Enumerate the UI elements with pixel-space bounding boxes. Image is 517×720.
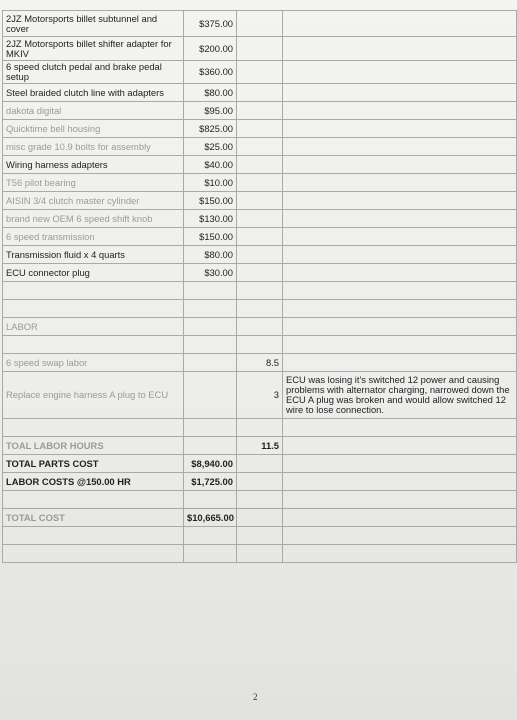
hours-cell <box>237 37 283 61</box>
description-cell: TOTAL COST <box>3 509 184 527</box>
hours-cell <box>237 491 283 509</box>
description-cell: misc grade 10.9 bolts for assembly <box>3 138 184 156</box>
notes-cell <box>283 61 517 84</box>
cost-cell <box>184 318 237 336</box>
table-row <box>3 210 517 228</box>
cost-cell: $80.00 <box>184 84 237 102</box>
cost-cell: $30.00 <box>184 264 237 282</box>
hours-cell: 11.5 <box>237 437 283 455</box>
table-row <box>3 11 517 37</box>
hours-cell <box>237 156 283 174</box>
notes-cell <box>283 264 517 282</box>
description-cell: LABOR COSTS @150.00 HR <box>3 473 184 491</box>
hours-cell <box>237 192 283 210</box>
description-cell: brand new OEM 6 speed shift knob <box>3 210 184 228</box>
cost-cell: $10,665.00 <box>184 509 237 527</box>
table-row <box>3 545 517 563</box>
hours-cell <box>237 246 283 264</box>
description-cell: 6 speed swap labor <box>3 354 184 372</box>
notes-cell <box>283 228 517 246</box>
cost-cell <box>184 545 237 563</box>
table-row <box>3 84 517 102</box>
document-sheet <box>0 10 517 720</box>
description-cell: dakota digital <box>3 102 184 120</box>
description-cell: ECU connector plug <box>3 264 184 282</box>
description-cell <box>3 282 184 300</box>
notes-cell <box>283 246 517 264</box>
notes-cell <box>283 102 517 120</box>
table-row <box>3 174 517 192</box>
hours-cell <box>237 419 283 437</box>
cost-cell: $825.00 <box>184 120 237 138</box>
table-row <box>3 102 517 120</box>
cost-cell <box>184 527 237 545</box>
description-cell <box>3 491 184 509</box>
cost-cell <box>184 491 237 509</box>
notes-cell <box>283 120 517 138</box>
notes-cell <box>283 318 517 336</box>
description-cell <box>3 419 184 437</box>
hours-cell <box>237 336 283 354</box>
cost-cell: $1,725.00 <box>184 473 237 491</box>
cost-cell: $375.00 <box>184 11 237 37</box>
notes-cell <box>283 300 517 318</box>
hours-cell <box>237 473 283 491</box>
table-row <box>3 37 517 61</box>
cost-cell: $10.00 <box>184 174 237 192</box>
cost-cell: $150.00 <box>184 192 237 210</box>
notes-cell <box>283 437 517 455</box>
description-cell <box>3 527 184 545</box>
description-cell <box>3 336 184 354</box>
page-number: 2 <box>253 692 258 702</box>
table-row <box>3 372 517 419</box>
hours-cell <box>237 84 283 102</box>
hours-cell <box>237 210 283 228</box>
table-row <box>3 455 517 473</box>
table-row <box>3 246 517 264</box>
table-row <box>3 509 517 527</box>
table-row <box>3 491 517 509</box>
notes-cell <box>283 156 517 174</box>
notes-cell <box>283 11 517 37</box>
cost-cell <box>184 437 237 455</box>
cost-cell: $130.00 <box>184 210 237 228</box>
cost-cell <box>184 419 237 437</box>
description-cell: Transmission fluid x 4 quarts <box>3 246 184 264</box>
table-row <box>3 282 517 300</box>
hours-cell <box>237 11 283 37</box>
expense-table <box>2 10 517 563</box>
table-row <box>3 527 517 545</box>
hours-cell <box>237 455 283 473</box>
table-row <box>3 419 517 437</box>
notes-cell <box>283 545 517 563</box>
cost-cell: $150.00 <box>184 228 237 246</box>
description-cell: Quicktime bell housing <box>3 120 184 138</box>
notes-cell <box>283 336 517 354</box>
table-row <box>3 473 517 491</box>
cost-cell <box>184 300 237 318</box>
table-row <box>3 318 517 336</box>
notes-cell <box>283 419 517 437</box>
description-cell: TOAL LABOR HOURS <box>3 437 184 455</box>
cost-cell <box>184 282 237 300</box>
description-cell: 2JZ Motorsports billet shifter adapter for MKIV <box>3 37 184 61</box>
table-row <box>3 156 517 174</box>
hours-cell <box>237 228 283 246</box>
notes-cell <box>283 282 517 300</box>
cost-cell: $360.00 <box>184 61 237 84</box>
hours-cell <box>237 545 283 563</box>
notes-cell <box>283 37 517 61</box>
cost-cell <box>184 354 237 372</box>
notes-cell <box>283 527 517 545</box>
notes-cell <box>283 174 517 192</box>
notes-cell <box>283 210 517 228</box>
hours-cell <box>237 509 283 527</box>
notes-cell <box>283 473 517 491</box>
notes-cell <box>283 455 517 473</box>
description-cell: Wiring harness adapters <box>3 156 184 174</box>
hours-cell <box>237 120 283 138</box>
table-row <box>3 192 517 210</box>
notes-cell <box>283 192 517 210</box>
notes-cell <box>283 509 517 527</box>
hours-cell: 3 <box>237 372 283 419</box>
hours-cell <box>237 282 283 300</box>
table-row <box>3 61 517 84</box>
hours-cell <box>237 527 283 545</box>
table-row <box>3 336 517 354</box>
cost-cell: $80.00 <box>184 246 237 264</box>
notes-cell <box>283 354 517 372</box>
description-cell: Steel braided clutch line with adapters <box>3 84 184 102</box>
notes-cell: ECU was losing it's switched 12 power and causing problems with alternator charging, narrowed down the ECU A plug was broken and would allow switched 12 wire to lose connection. <box>283 372 517 419</box>
hours-cell <box>237 102 283 120</box>
cost-cell <box>184 336 237 354</box>
description-cell: LABOR <box>3 318 184 336</box>
cost-cell <box>184 372 237 419</box>
table-row <box>3 354 517 372</box>
table-row <box>3 138 517 156</box>
description-cell: TOTAL PARTS COST <box>3 455 184 473</box>
hours-cell <box>237 264 283 282</box>
table-row <box>3 300 517 318</box>
description-cell: Replace engine harness A plug to ECU <box>3 372 184 419</box>
hours-cell <box>237 61 283 84</box>
description-cell <box>3 300 184 318</box>
table-row <box>3 228 517 246</box>
description-cell: 2JZ Motorsports billet subtunnel and cover <box>3 11 184 37</box>
notes-cell <box>283 138 517 156</box>
description-cell <box>3 545 184 563</box>
table-row <box>3 120 517 138</box>
notes-cell <box>283 84 517 102</box>
hours-cell <box>237 174 283 192</box>
hours-cell <box>237 138 283 156</box>
description-cell: T56 pilot bearing <box>3 174 184 192</box>
description-cell: AISIN 3/4 clutch master cylinder <box>3 192 184 210</box>
description-cell: 6 speed transmission <box>3 228 184 246</box>
table-row <box>3 264 517 282</box>
expense-table-body <box>3 11 517 563</box>
hours-cell: 8.5 <box>237 354 283 372</box>
table-row <box>3 437 517 455</box>
hours-cell <box>237 318 283 336</box>
description-cell: 6 speed clutch pedal and brake pedal setup <box>3 61 184 84</box>
cost-cell: $25.00 <box>184 138 237 156</box>
cost-cell: $95.00 <box>184 102 237 120</box>
cost-cell: $200.00 <box>184 37 237 61</box>
cost-cell: $8,940.00 <box>184 455 237 473</box>
notes-cell <box>283 491 517 509</box>
hours-cell <box>237 300 283 318</box>
cost-cell: $40.00 <box>184 156 237 174</box>
